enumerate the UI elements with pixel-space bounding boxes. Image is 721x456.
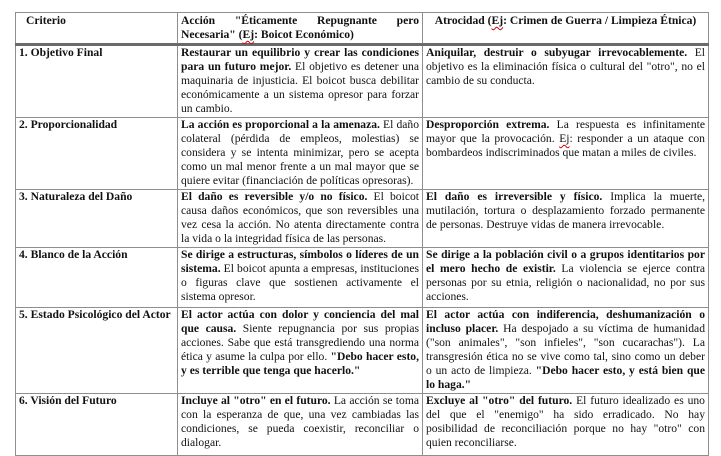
- header-atrocidad: [423, 13, 709, 45]
- atrocidad-summary: El daño es irreversible y físico.: [426, 190, 603, 203]
- criterio-cell: [16, 394, 178, 456]
- table-row: [16, 45, 709, 118]
- accion-cell: [178, 45, 423, 118]
- table-header: [16, 13, 709, 45]
- atrocidad-quote: "Debo hacer esto, y está bien que lo haga.": [426, 364, 705, 391]
- table-row: [16, 118, 709, 190]
- atrocidad-cell: [423, 394, 709, 456]
- accion-summary: Incluye al "otro" en el futuro.: [181, 394, 331, 407]
- criterio-cell: [16, 308, 178, 394]
- atrocidad-detail: Implica la muerte, mutilación, tortura o desplazamiento forzado permanente de personas. Destruye vidas de manera irrevocable.: [426, 190, 705, 231]
- atrocidad-summary: El actor actúa con indiferencia, deshumanización o incluso placer.: [426, 308, 705, 335]
- atrocidad-detail: La violencia se ejerce contra personas por su etnia, religión o nacionalidad, no por sus acciones.: [426, 262, 705, 303]
- header-accion-text-end: : Boicot Económico): [254, 28, 354, 41]
- accion-detail: El objetivo es detener una maquinaria de injusticia. El boicot busca debilitar económicamente a un sistema opresor para forzar un cambio.: [181, 60, 419, 115]
- atrocidad-summary: Desproporción extrema.: [426, 118, 550, 131]
- accion-summary: El daño es reversible y/o no físico.: [181, 190, 368, 203]
- atrocidad-detail: El objetivo es la eliminación física o cultural del "otro", no el cambio de su conducta.: [426, 46, 706, 87]
- criterio-label: 3. Naturaleza del Daño: [19, 190, 133, 203]
- spellcheck-mark[interactable]: Ej: [242, 28, 255, 41]
- atrocidad-detail: Ha despojado a su víctima de humanidad ("son animales", "son infieles", "son cucarachas"). La transgresión ética no se vive como tal, sino como un deber o un acto de limpieza.: [426, 322, 705, 377]
- header-accion-text: Acción "Éticamente Repugnante pero Necesaria" (: [181, 14, 419, 41]
- accion-summary: La acción es proporcional a la amenaza.: [181, 118, 380, 131]
- accion-detail: El daño colateral (pérdida de empleos, molestias) se considera y se intenta minimizar, pero se acepta como un mal menor frente a un mal mayor que se quiere evitar (financiación de políticas opresoras).: [181, 118, 419, 187]
- accion-detail: El boicot apunta a empresas, instituciones o figuras clave que sostienen activamente el sistema opresor.: [181, 262, 419, 303]
- criterio-label: 5. Estado Psicológico del Actor: [19, 308, 171, 321]
- table-row: [16, 190, 709, 248]
- accion-summary: Restaurar un equilibrio y crear las condiciones para un futuro mejor.: [181, 46, 419, 73]
- accion-quote: "Debo hacer esto, y es terrible que tenga que hacerlo.": [181, 350, 419, 377]
- accion-cell: [178, 308, 423, 394]
- criterio-label: 4. Blanco de la Acción: [19, 248, 128, 261]
- criterio-label: 1. Objetivo Final: [19, 46, 103, 59]
- atrocidad-cell: [423, 190, 709, 248]
- criterio-label: 2. Proporcionalidad: [19, 118, 118, 131]
- criterio-cell: [16, 45, 178, 118]
- spellcheck-mark[interactable]: Ej: [491, 14, 504, 27]
- atrocidad-cell: [423, 308, 709, 394]
- table-row: [16, 394, 709, 456]
- atrocidad-summary: Se dirige a la población civil o a grupos identitarios por el mero hecho de existir.: [426, 248, 705, 275]
- comparison-table: [15, 12, 709, 456]
- accion-detail: Siente repugnancia por sus propias acciones. Sabe que está transgrediendo una norma ética y asume la culpa por ello.: [181, 322, 419, 363]
- accion-summary: Se dirige a estructuras, símbolos o líderes de un sistema.: [181, 248, 419, 275]
- accion-cell: [178, 190, 423, 248]
- criterio-cell: [16, 118, 178, 190]
- atrocidad-detail-end: : responder a un ataque con bombardeos indiscriminados que matan a miles de civiles.: [426, 132, 705, 159]
- header-criterio-label: Criterio: [26, 14, 66, 27]
- header-accion: [178, 13, 423, 45]
- criterio-cell: [16, 190, 178, 248]
- spellcheck-mark[interactable]: Ej: [559, 132, 570, 145]
- accion-detail: La acción se toma con la esperanza de que, una vez cambiadas las condiciones, se pueda coexistir, reconciliar o dialogar.: [181, 394, 419, 449]
- accion-cell: [178, 394, 423, 456]
- atrocidad-cell: [423, 118, 709, 190]
- header-atrocidad-text-end: : Crimen de Guerra / Limpieza Étnica): [503, 14, 697, 27]
- accion-cell: [178, 118, 423, 190]
- atrocidad-cell: [423, 45, 709, 118]
- criterio-label: 6. Visión del Futuro: [19, 394, 117, 407]
- accion-summary: El actor actúa con dolor y conciencia del mal que causa.: [181, 308, 419, 335]
- table-row: [16, 248, 709, 308]
- header-row: [16, 13, 709, 45]
- atrocidad-cell: [423, 248, 709, 308]
- accion-detail: El boicot causa daños económicos, que son reversibles una vez cesa la acción. No atenta directamente contra la vida o la integridad física de las personas.: [181, 190, 419, 245]
- atrocidad-detail: El futuro idealizado es uno del que el "enemigo" ha sido erradicado. No hay posibilidad de reconciliación porque no hay "otro" con quien reconciliarse.: [426, 394, 705, 449]
- atrocidad-detail: La respuesta es infinitamente mayor que la provocación.: [426, 118, 705, 145]
- atrocidad-summary: Excluye al "otro" del futuro.: [426, 394, 573, 407]
- table-row: [16, 308, 709, 394]
- criterio-cell: [16, 248, 178, 308]
- atrocidad-summary: Aniquilar, destruir o subyugar irrevocablemente.: [426, 46, 688, 59]
- header-criterio: [16, 13, 178, 45]
- header-atrocidad-text: Atrocidad (: [434, 14, 492, 27]
- accion-cell: [178, 248, 423, 308]
